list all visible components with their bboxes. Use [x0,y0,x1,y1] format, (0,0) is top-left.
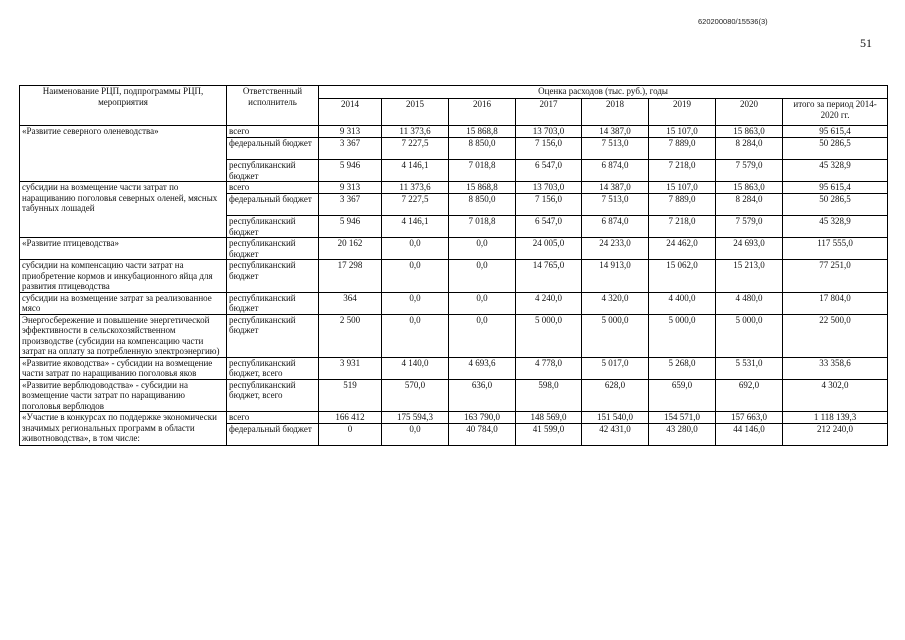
responsible-cell: республиканский бюджет, всего [227,357,319,379]
value-cell-2018: 14 387,0 [582,182,649,194]
value-cell-2015: 0,0 [382,238,449,260]
header-year: 2020 [716,99,783,126]
table-header [20,86,888,126]
value-cell-2019: 15 062,0 [649,260,716,293]
measure-name: субсидии на возмещение части затрат по наращиванию поголовья северных оленей, мясных табунных лошадей [20,182,227,238]
value-cell-2014: 519 [319,379,382,412]
header-year: 2014 [319,99,382,126]
total-cell: 45 328,9 [783,216,888,238]
header-year: 2016 [449,99,516,126]
value-cell-2018: 6 874,0 [582,160,649,182]
value-cell-2020: 8 284,0 [716,138,783,160]
value-cell-2018: 7 513,0 [582,194,649,216]
value-cell-2014: 20 162 [319,238,382,260]
total-cell: 50 286,5 [783,138,888,160]
value-cell-2016: 7 018,8 [449,216,516,238]
responsible-cell: федеральный бюджет [227,138,319,160]
value-cell-2014: 17 298 [319,260,382,293]
header-year: 2015 [382,99,449,126]
value-cell-2017: 7 156,0 [516,138,582,160]
value-cell-2018: 4 320,0 [582,292,649,314]
header-year: 2019 [649,99,716,126]
table-row [20,126,888,138]
value-cell-2017: 7 156,0 [516,194,582,216]
value-cell-2015: 11 373,6 [382,182,449,194]
value-cell-2015: 0,0 [382,260,449,293]
value-cell-2020: 5 000,0 [716,314,783,357]
value-cell-2019: 7 218,0 [649,160,716,182]
value-cell-2020: 692,0 [716,379,783,412]
measure-name: «Развитие яководства» - субсидии на возмещение части затрат по наращиванию поголовья яков [20,357,227,379]
page-number: 51 [860,36,872,50]
value-cell-2015: 4 146,1 [382,160,449,182]
total-cell: 95 615,4 [783,182,888,194]
value-cell-2016: 7 018,8 [449,160,516,182]
responsible-cell: республиканский бюджет [227,238,319,260]
value-cell-2017: 6 547,0 [516,160,582,182]
value-cell-2019: 43 280,0 [649,424,716,446]
value-cell-2015: 4 140,0 [382,357,449,379]
total-cell: 117 555,0 [783,238,888,260]
value-cell-2014: 9 313 [319,182,382,194]
header-total: итого за период 2014-2020 гг. [783,99,888,126]
responsible-cell: федеральный бюджет [227,424,319,446]
header-year: 2017 [516,99,582,126]
responsible-cell: федеральный бюджет [227,194,319,216]
value-cell-2017: 14 765,0 [516,260,582,293]
value-cell-2016: 15 868,8 [449,126,516,138]
value-cell-2014: 3 367 [319,138,382,160]
value-cell-2019: 7 889,0 [649,194,716,216]
measure-name: Энергосбережение и повышение энергетической эффективности в сельскохозяйственном производстве (субсидии на компенсацию части затрат на оплату за потребленную электроэнергию) [20,314,227,357]
value-cell-2016: 163 790,0 [449,412,516,424]
value-cell-2017: 148 569,0 [516,412,582,424]
value-cell-2017: 4 778,0 [516,357,582,379]
value-cell-2014: 364 [319,292,382,314]
value-cell-2019: 15 107,0 [649,182,716,194]
value-cell-2020: 15 863,0 [716,182,783,194]
header-year: 2018 [582,99,649,126]
value-cell-2015: 7 227,5 [382,138,449,160]
value-cell-2015: 0,0 [382,292,449,314]
value-cell-2018: 14 913,0 [582,260,649,293]
total-cell: 212 240,0 [783,424,888,446]
value-cell-2019: 5 000,0 [649,314,716,357]
value-cell-2014: 3 931 [319,357,382,379]
responsible-cell: всего [227,182,319,194]
value-cell-2020: 7 579,0 [716,160,783,182]
value-cell-2015: 7 227,5 [382,194,449,216]
value-cell-2017: 6 547,0 [516,216,582,238]
value-cell-2018: 5 017,0 [582,357,649,379]
value-cell-2017: 41 599,0 [516,424,582,446]
value-cell-2019: 154 571,0 [649,412,716,424]
responsible-cell: республиканский бюджет [227,292,319,314]
value-cell-2019: 659,0 [649,379,716,412]
value-cell-2015: 0,0 [382,424,449,446]
value-cell-2014: 5 946 [319,216,382,238]
value-cell-2019: 7 218,0 [649,216,716,238]
value-cell-2015: 570,0 [382,379,449,412]
value-cell-2016: 0,0 [449,292,516,314]
value-cell-2016: 15 868,8 [449,182,516,194]
table-row [20,292,888,314]
value-cell-2020: 157 663,0 [716,412,783,424]
value-cell-2014: 166 412 [319,412,382,424]
total-cell: 45 328,9 [783,160,888,182]
table-row [20,182,888,194]
value-cell-2017: 4 240,0 [516,292,582,314]
measure-name: «Развитие северного оленеводства» [20,126,227,182]
responsible-cell: всего [227,412,319,424]
value-cell-2017: 13 703,0 [516,182,582,194]
responsible-cell: республиканский бюджет, всего [227,379,319,412]
budget-table [19,85,888,446]
value-cell-2014: 9 313 [319,126,382,138]
measure-name: субсидии на возмещение затрат за реализованное мясо [20,292,227,314]
total-cell: 95 615,4 [783,126,888,138]
value-cell-2019: 24 462,0 [649,238,716,260]
value-cell-2014: 2 500 [319,314,382,357]
value-cell-2019: 15 107,0 [649,126,716,138]
value-cell-2017: 598,0 [516,379,582,412]
value-cell-2019: 5 268,0 [649,357,716,379]
value-cell-2019: 4 400,0 [649,292,716,314]
table-row [20,314,888,357]
table-row [20,357,888,379]
value-cell-2015: 11 373,6 [382,126,449,138]
value-cell-2017: 13 703,0 [516,126,582,138]
value-cell-2018: 151 540,0 [582,412,649,424]
responsible-cell: республиканский бюджет [227,160,319,182]
value-cell-2016: 0,0 [449,238,516,260]
value-cell-2020: 15 213,0 [716,260,783,293]
total-cell: 22 500,0 [783,314,888,357]
value-cell-2020: 8 284,0 [716,194,783,216]
value-cell-2018: 5 000,0 [582,314,649,357]
value-cell-2020: 44 146,0 [716,424,783,446]
total-cell: 77 251,0 [783,260,888,293]
header-estimate: Оценка расходов (тыс. руб.), годы [319,86,888,99]
header-responsible: Ответственный исполнитель [227,86,319,126]
value-cell-2014: 0 [319,424,382,446]
value-cell-2016: 0,0 [449,260,516,293]
value-cell-2019: 7 889,0 [649,138,716,160]
total-cell: 4 302,0 [783,379,888,412]
value-cell-2018: 42 431,0 [582,424,649,446]
value-cell-2015: 4 146,1 [382,216,449,238]
value-cell-2018: 628,0 [582,379,649,412]
measure-name: «Развитие птицеводства» [20,238,227,260]
value-cell-2015: 175 594,3 [382,412,449,424]
total-cell: 1 118 139,3 [783,412,888,424]
value-cell-2016: 40 784,0 [449,424,516,446]
value-cell-2018: 7 513,0 [582,138,649,160]
value-cell-2015: 0,0 [382,314,449,357]
value-cell-2018: 24 233,0 [582,238,649,260]
value-cell-2016: 4 693,6 [449,357,516,379]
value-cell-2020: 7 579,0 [716,216,783,238]
table-row [20,412,888,424]
value-cell-2018: 6 874,0 [582,216,649,238]
value-cell-2016: 8 850,0 [449,138,516,160]
responsible-cell: республиканский бюджет [227,216,319,238]
value-cell-2016: 8 850,0 [449,194,516,216]
responsible-cell: республиканский бюджет [227,314,319,357]
measure-name: субсидии на компенсацию части затрат на приобретение кормов и инкубационного яйца для развития птицеводства [20,260,227,293]
measure-name: «Участие в конкурсах по поддержке экономически значимых региональных программ в области животноводства», в том числе: [20,412,227,446]
table-row [20,260,888,293]
table-row [20,238,888,260]
value-cell-2016: 0,0 [449,314,516,357]
value-cell-2020: 15 863,0 [716,126,783,138]
measure-name: «Развитие верблюдоводства» - субсидии на возмещение части затрат по наращиванию поголовья верблюдов [20,379,227,412]
value-cell-2020: 4 480,0 [716,292,783,314]
value-cell-2020: 24 693,0 [716,238,783,260]
responsible-cell: всего [227,126,319,138]
total-cell: 50 286,5 [783,194,888,216]
value-cell-2017: 24 005,0 [516,238,582,260]
value-cell-2020: 5 531,0 [716,357,783,379]
total-cell: 33 358,6 [783,357,888,379]
table-row [20,379,888,412]
responsible-cell: республиканский бюджет [227,260,319,293]
value-cell-2016: 636,0 [449,379,516,412]
value-cell-2017: 5 000,0 [516,314,582,357]
table-body [20,126,888,446]
value-cell-2014: 3 367 [319,194,382,216]
header-name: Наименование РЦП, подпрограммы РЦП, мероприятия [20,86,227,126]
value-cell-2014: 5 946 [319,160,382,182]
value-cell-2018: 14 387,0 [582,126,649,138]
document-id: 620200080/15536(3) [698,17,768,26]
total-cell: 17 804,0 [783,292,888,314]
